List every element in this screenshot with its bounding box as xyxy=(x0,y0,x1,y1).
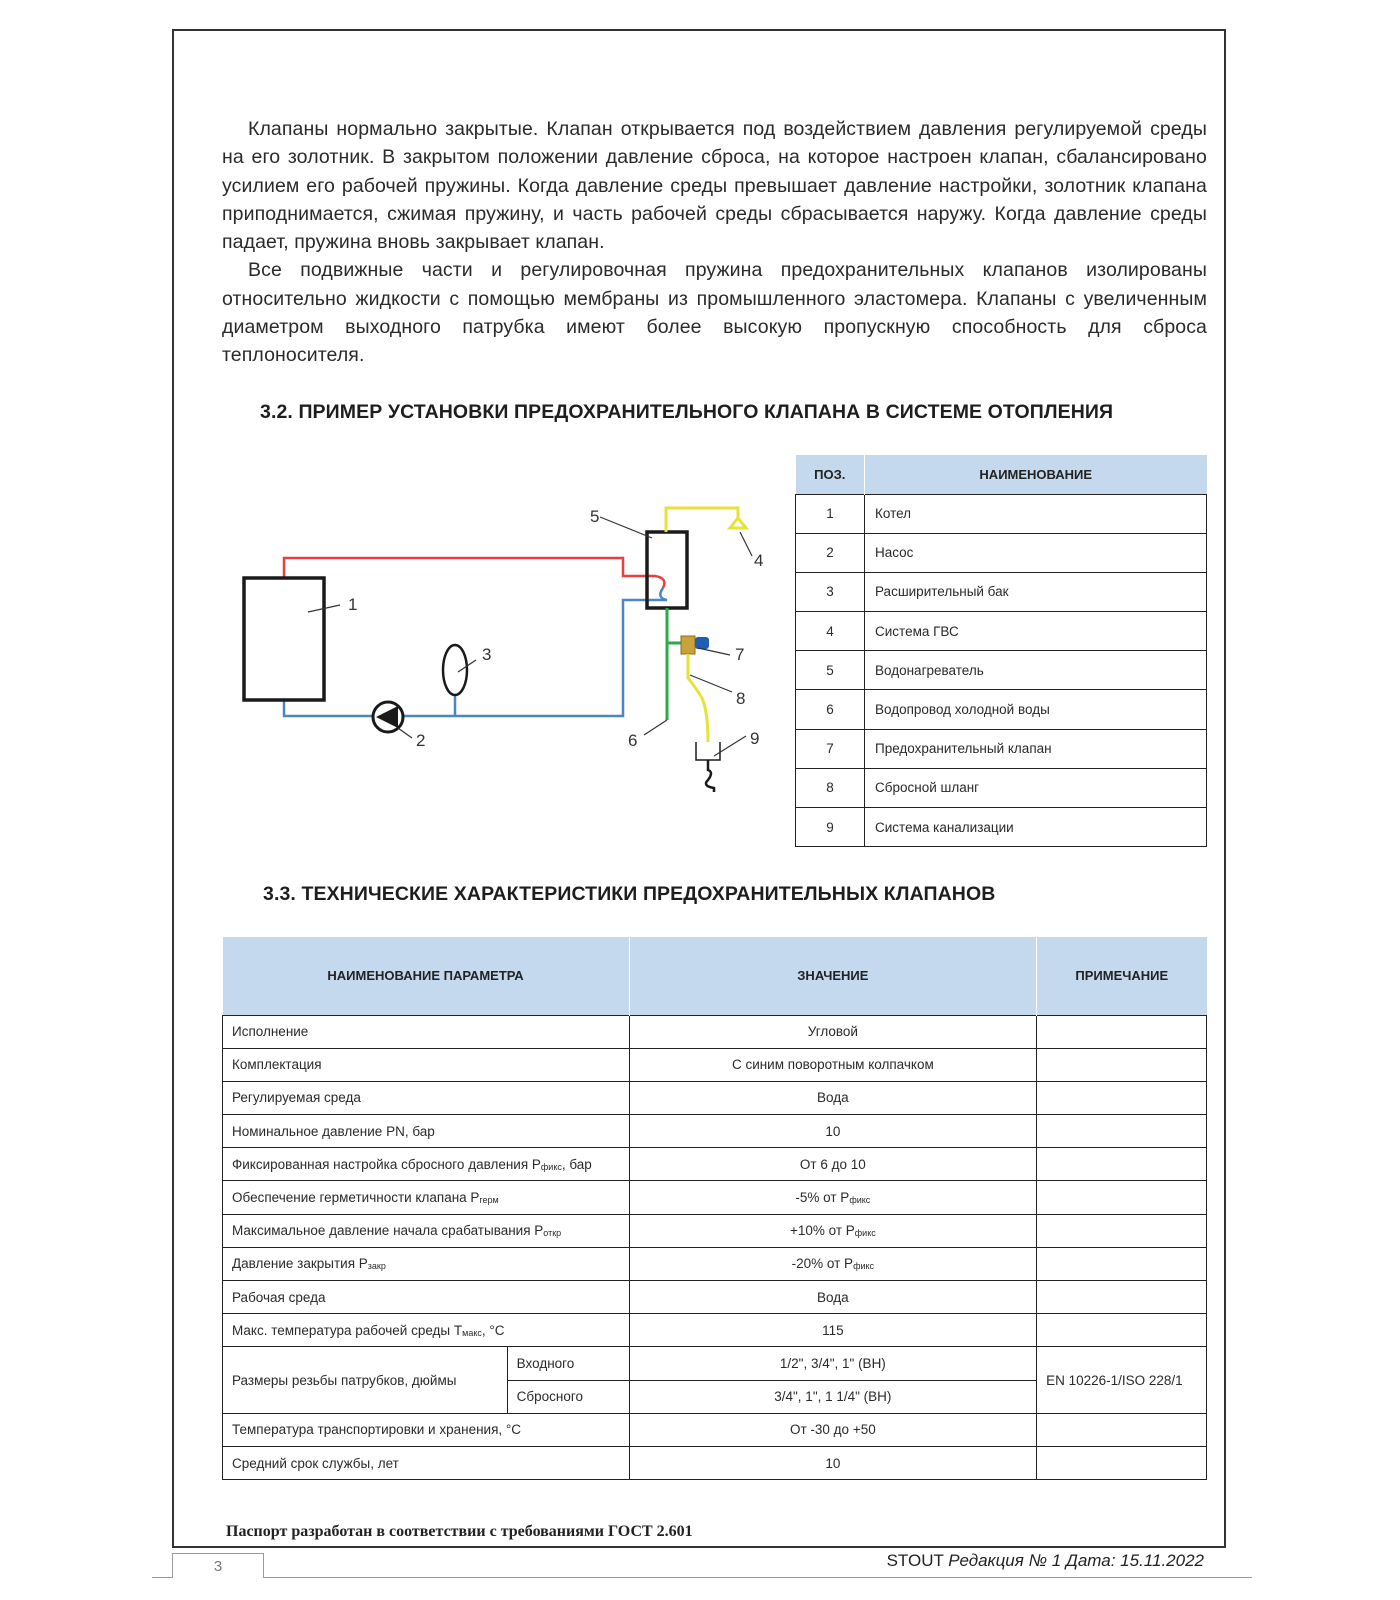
brand-name: STOUT xyxy=(886,1551,944,1570)
spec-note xyxy=(1037,1413,1207,1446)
spec-param: Регулируемая среда xyxy=(223,1081,630,1114)
spec-row xyxy=(223,1148,1207,1181)
intro-paragraph-2: Все подвижные части и регулировочная пружина предохранительных клапанов изолированы относительно жидкости с помощью мембраны из промышленного эластомера. Клапаны с увеличенным диаметром выходного патрубка имеют более высокую пропускную способность для сброса теплоносителя. xyxy=(222,259,1207,367)
return-pipe xyxy=(284,588,667,716)
spec-param: Температура транспортировки и хранения, °С xyxy=(223,1413,630,1446)
spec-value: 115 xyxy=(629,1314,1036,1347)
spec-row xyxy=(223,1347,1207,1380)
spec-param xyxy=(223,1214,630,1247)
spec-note xyxy=(1037,1281,1207,1314)
spec-subparam-outlet: Сбросного xyxy=(507,1380,629,1413)
spec-note xyxy=(1037,1015,1207,1048)
legend-row xyxy=(796,768,1207,807)
drain-funnel-icon xyxy=(696,742,720,760)
spec-value-inlet: 1/2", 3/4", 1" (ВН) xyxy=(629,1347,1036,1380)
hot-supply-pipe xyxy=(284,558,664,588)
gost-note: Паспорт разработан в соответствии с требованиями ГОСТ 2.601 xyxy=(226,1523,693,1540)
spec-param-text: Давление закрытия P xyxy=(232,1256,368,1272)
legend-pos: 3 xyxy=(796,572,865,611)
legend-name: Водопровод холодной воды xyxy=(865,690,1207,729)
spec-value-outlet: 3/4", 1", 1 1/4" (ВН) xyxy=(629,1380,1036,1413)
boiler-shape xyxy=(244,578,324,700)
spec-note xyxy=(1037,1081,1207,1114)
spec-header-value: ЗНАЧЕНИЕ xyxy=(629,937,1036,1015)
legend-row xyxy=(796,690,1207,729)
legend-name: Предохранительный клапан xyxy=(865,729,1207,768)
dhw-tap-icon xyxy=(730,518,746,528)
spec-param: Исполнение xyxy=(223,1015,630,1048)
spec-row xyxy=(223,1247,1207,1280)
spec-value: 10 xyxy=(629,1115,1036,1148)
spec-param-text: Макс. температура рабочей среды T xyxy=(232,1322,463,1338)
page-number: 3 xyxy=(172,1553,264,1578)
spec-note xyxy=(1037,1247,1207,1280)
spec-table xyxy=(222,937,1207,1480)
spec-param-suffix: , бар xyxy=(561,1156,592,1172)
spec-note xyxy=(1037,1446,1207,1479)
spec-note xyxy=(1037,1048,1207,1081)
svg-text:5: 5 xyxy=(590,507,600,526)
revision-date: Редакция № 1 Дата: 15.11.2022 xyxy=(948,1551,1204,1570)
svg-text:6: 6 xyxy=(628,731,638,750)
spec-header-note: ПРИМЕЧАНИЕ xyxy=(1037,937,1207,1015)
spec-note xyxy=(1037,1115,1207,1148)
section-title-3-2: 3.2. ПРИМЕР УСТАНОВКИ ПРЕДОХРАНИТЕЛЬНОГО КЛАПАНА В СИСТЕМЕ ОТОПЛЕНИЯ xyxy=(260,401,1114,423)
legend-name: Сбросной шланг xyxy=(865,768,1207,807)
spec-row xyxy=(223,1181,1207,1214)
spec-value xyxy=(629,1214,1036,1247)
legend-table xyxy=(795,455,1207,847)
legend-pos: 6 xyxy=(796,690,865,729)
spec-row xyxy=(223,1115,1207,1148)
legend-pos: 9 xyxy=(796,808,865,847)
safety-valve-icon xyxy=(681,636,695,654)
spec-header-param: НАИМЕНОВАНИЕ ПАРАМЕТРА xyxy=(223,937,630,1015)
spec-value: От 6 до 10 xyxy=(629,1148,1036,1181)
legend-row xyxy=(796,572,1207,611)
legend-name: Котел xyxy=(865,494,1207,533)
legend-pos: 8 xyxy=(796,768,865,807)
spec-note xyxy=(1037,1214,1207,1247)
svg-text:3: 3 xyxy=(482,645,492,664)
spec-note xyxy=(1037,1181,1207,1214)
svg-text:2: 2 xyxy=(416,731,426,750)
spec-value: Угловой xyxy=(629,1015,1036,1048)
intro-paragraph-1: Клапаны нормально закрытые. Клапан открывается под воздействием давления регулируемой среды на его золотник. В закрытом положении давление сброса, на которое настроен клапан, сбалансировано усилием его рабочей пружины. Когда давление среды превышает давление настройки, золотник клапана приподнимается, сжимая пружину, и часть рабочей среды сбрасывается наружу. Когда давление среды падает, пружина вновь закрывает клапан. xyxy=(222,118,1207,254)
legend-header-pos: ПОЗ. xyxy=(796,455,865,494)
legend-row xyxy=(796,808,1207,847)
spec-value-subscript: фикс xyxy=(854,1228,876,1239)
spec-param: Рабочая среда xyxy=(223,1281,630,1314)
legend-pos: 7 xyxy=(796,729,865,768)
legend-name: Система ГВС xyxy=(865,612,1207,651)
spec-param-suffix: , °С xyxy=(481,1322,505,1338)
spec-row xyxy=(223,1214,1207,1247)
spec-value: С синим поворотным колпачком xyxy=(629,1048,1036,1081)
spec-note xyxy=(1037,1148,1207,1181)
spec-param xyxy=(223,1247,630,1280)
svg-text:7: 7 xyxy=(735,645,745,664)
spec-param-subscript: фикс xyxy=(540,1161,562,1172)
svg-text:8: 8 xyxy=(736,689,746,708)
footer-divider xyxy=(152,1577,1252,1578)
legend-pos: 5 xyxy=(796,651,865,690)
spec-param-subscript: закр xyxy=(367,1261,386,1272)
spec-param: Средний срок службы, лет xyxy=(223,1446,630,1479)
spec-value: 10 xyxy=(629,1446,1036,1479)
spec-param-text: Максимальное давление начала срабатывания P xyxy=(232,1223,544,1239)
water-heater-shape xyxy=(647,532,687,608)
spec-row xyxy=(223,1314,1207,1347)
spec-value xyxy=(629,1247,1036,1280)
spec-param xyxy=(223,1148,630,1181)
spec-param: Номинальное давление PN, бар xyxy=(223,1115,630,1148)
legend-row xyxy=(796,612,1207,651)
dhw-pipe xyxy=(666,508,738,532)
spec-param-subscript: герм xyxy=(479,1195,499,1206)
spec-row xyxy=(223,1413,1207,1446)
spec-row xyxy=(223,1281,1207,1314)
spec-param-text: Обеспечение герметичности клапана P xyxy=(232,1190,480,1206)
spec-note xyxy=(1037,1314,1207,1347)
spec-value-text: +10% от P xyxy=(789,1223,855,1239)
legend-name: Водонагреватель xyxy=(865,651,1207,690)
spec-value xyxy=(629,1181,1036,1214)
intro-text xyxy=(222,115,1207,370)
legend-pos: 1 xyxy=(796,494,865,533)
spec-row xyxy=(223,1015,1207,1048)
svg-text:4: 4 xyxy=(754,551,764,570)
spec-param-text: Фиксированная настройка сбросного давления P xyxy=(232,1156,541,1172)
spec-row xyxy=(223,1081,1207,1114)
legend-pos: 2 xyxy=(796,533,865,572)
svg-text:1: 1 xyxy=(348,595,358,614)
legend-header-name: НАИМЕНОВАНИЕ xyxy=(865,455,1207,494)
spec-param: Комплектация xyxy=(223,1048,630,1081)
spec-note: EN 10226-1/ISO 228/1 xyxy=(1037,1347,1207,1413)
spec-value: От -30 до +50 xyxy=(629,1413,1036,1446)
spec-row xyxy=(223,1048,1207,1081)
spec-value-text: -5% от P xyxy=(795,1190,850,1206)
spec-row xyxy=(223,1446,1207,1479)
legend-row xyxy=(796,533,1207,572)
legend-row xyxy=(796,651,1207,690)
section-title-3-3: 3.3. ТЕХНИЧЕСКИЕ ХАРАКТЕРИСТИКИ ПРЕДОХРАНИТЕЛЬНЫХ КЛАПАНОВ xyxy=(263,883,996,905)
spec-subparam-inlet: Входного xyxy=(507,1347,629,1380)
discharge-hose xyxy=(688,654,708,742)
revision-info xyxy=(887,1551,1204,1571)
spec-value-text: -20% от P xyxy=(791,1256,854,1272)
spec-value-subscript: фикс xyxy=(849,1195,871,1206)
spec-param xyxy=(223,1181,630,1214)
spec-value-subscript: фикс xyxy=(853,1261,875,1272)
spec-param xyxy=(223,1314,630,1347)
spec-param-subscript: макс xyxy=(462,1327,482,1338)
legend-row xyxy=(796,729,1207,768)
svg-text:9: 9 xyxy=(750,729,760,748)
legend-pos: 4 xyxy=(796,612,865,651)
spec-value: Вода xyxy=(629,1281,1036,1314)
expansion-tank-icon xyxy=(443,645,467,695)
spec-param: Размеры резьбы патрубков, дюймы xyxy=(223,1347,508,1413)
installation-diagram xyxy=(230,480,790,810)
legend-name: Расширительный бак xyxy=(865,572,1207,611)
legend-name: Насос xyxy=(865,533,1207,572)
legend-name: Система канализации xyxy=(865,808,1207,847)
spec-value: Вода xyxy=(629,1081,1036,1114)
legend-row xyxy=(796,494,1207,533)
spec-param-subscript: откр xyxy=(543,1228,562,1239)
